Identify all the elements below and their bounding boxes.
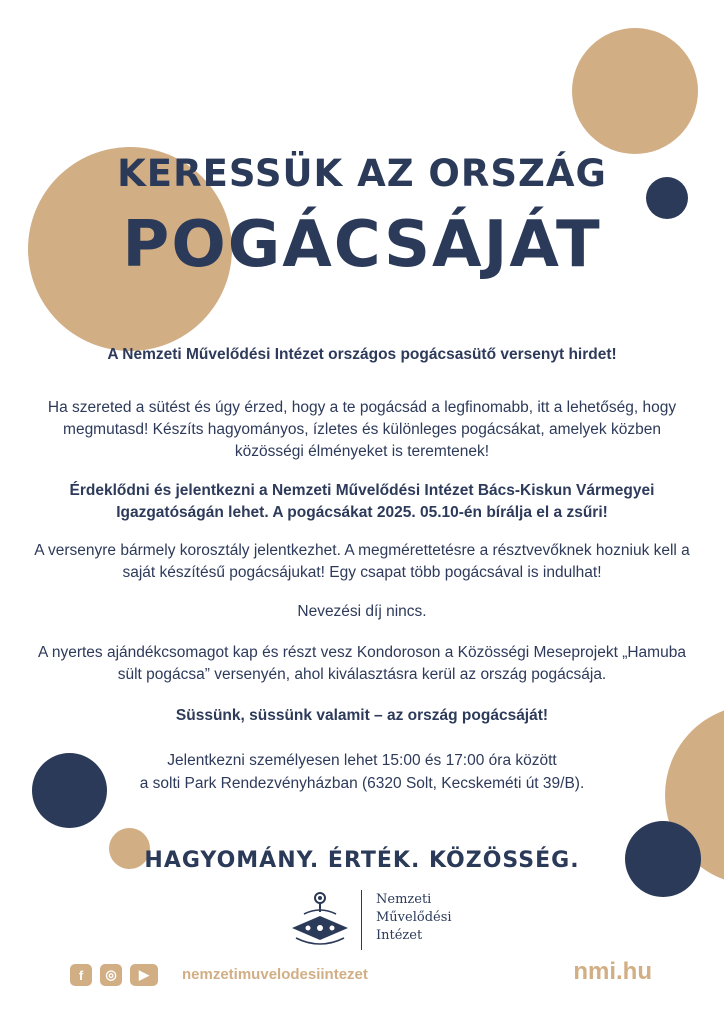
nmi-logo — [288, 888, 452, 954]
facebook-icon[interactable]: f — [70, 964, 92, 986]
social-handle[interactable]: nemzetimuvelodesiintezet — [182, 966, 368, 983]
logo-divider — [361, 890, 362, 950]
logo-text-line-2: Művelődési — [376, 910, 452, 925]
slogan: HAGYOMÁNY. ÉRTÉK. KÖZÖSSÉG. — [144, 848, 580, 873]
nmi-emblem-icon — [288, 888, 352, 950]
social-links — [70, 964, 158, 988]
instagram-icon[interactable]: ◎ — [100, 964, 122, 986]
logo-text-line-3: Intézet — [376, 928, 423, 943]
paragraph-7-line-1: Jelentkezni személyesen lehet 15:00 és 17:00 óra között — [167, 752, 557, 769]
paragraph-6: Süssünk, süssünk valamit – az ország pogácsáját! — [175, 707, 549, 724]
paragraph-4: Nevezési díj nincs. — [297, 603, 427, 620]
paragraph-3: A versenyre bármely korosztály jelentkezhet. A megmérettetésre a résztvevőknek hozniuk kell a saját készítésű pogácsájukat! Egy csapat több pogácsával is indulhat! — [34, 542, 690, 581]
paragraph-7-line-2: a solti Park Rendezvényházban (6320 Solt, Kecskeméti út 39/B). — [139, 775, 585, 792]
title-line-1: KERESSÜK AZ ORSZÁG — [117, 152, 607, 195]
paragraph-2: Érdeklődni és jelentkezni a Nemzeti Művelődési Intézet Bács-Kiskun Vármegyei Igazgatóságán lehet. A pogácsákat 2025. 05.10-én bírálja el a zsűri! — [69, 482, 655, 521]
decor-circle-top-right — [572, 28, 698, 154]
website-link[interactable]: nmi.hu — [573, 958, 652, 985]
youtube-icon[interactable]: ▶ — [130, 964, 158, 986]
paragraph-1: Ha szereted a sütést és úgy érzed, hogy a te pogácsád a legfinomabb, itt a lehetőség, hogy megmutasd! Készíts hagyományos, ízletes és különleges pogácsákat, amelyek közben közösségi élményeket is teremtenek! — [47, 399, 677, 460]
logo-text-line-1: Nemzeti — [376, 892, 432, 907]
title-line-2: POGÁCSÁJÁT — [122, 208, 602, 282]
paragraph-5: A nyertes ajándékcsomagot kap és részt vesz Kondoroson a Közösségi Meseprojekt „Hamuba sült pogácsa” versenyén, ahol kiválasztásra kerül az ország pogácsája. — [38, 644, 686, 683]
intro-text: A Nemzeti Művelődési Intézet országos pogácsasütő versenyt hirdet! — [107, 346, 617, 363]
